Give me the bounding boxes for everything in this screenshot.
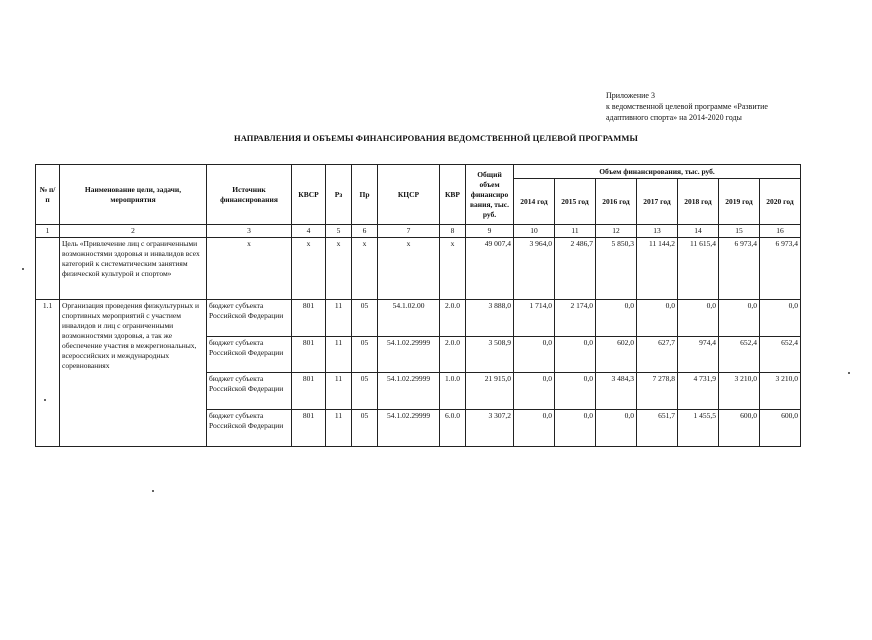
goal-row bbox=[36, 238, 801, 300]
goal-year-value: 11 144,2 bbox=[637, 238, 678, 300]
row-year-value: 0,0 bbox=[678, 300, 719, 337]
row-rz: 11 bbox=[326, 410, 352, 447]
goal-year-value: 6 973,4 bbox=[760, 238, 801, 300]
activity-name: Организация проведения физкультурных и спортивных мероприятий с участием инвалидов и лиц с ограниченными возможностями здоровья, а так же обеспечение участия в межрегиональных, всероссийских и международных соревнованиях bbox=[60, 300, 207, 447]
document-title: НАПРАВЛЕНИЯ И ОБЪЕМЫ ФИНАНСИРОВАНИЯ ВЕДОМСТВЕННОЙ ЦЕЛЕВОЙ ПРОГРАММЫ bbox=[234, 133, 638, 143]
header-pr: Пр bbox=[352, 165, 378, 225]
row-kcsr: 54.1.02.29999 bbox=[378, 337, 440, 373]
row-year-value: 651,7 bbox=[637, 410, 678, 447]
row-kvsr: 801 bbox=[292, 410, 326, 447]
row-year-value: 4 731,9 bbox=[678, 373, 719, 410]
row-pr: 05 bbox=[352, 300, 378, 337]
row-kcsr: 54.1.02.29999 bbox=[378, 410, 440, 447]
row-year-value: 3 210,0 bbox=[760, 373, 801, 410]
scan-speck bbox=[152, 490, 154, 492]
goal-year-value: 5 850,3 bbox=[596, 238, 637, 300]
row-source: бюджет субъекта Российской Федерации bbox=[207, 373, 292, 410]
column-number: 3 bbox=[207, 225, 292, 238]
row-kvsr: 801 bbox=[292, 300, 326, 337]
row-kvsr: 801 bbox=[292, 373, 326, 410]
row-kvr: 2.0.0 bbox=[440, 300, 466, 337]
goal-source: х bbox=[207, 238, 292, 300]
header-kvsr: КВСР bbox=[292, 165, 326, 225]
row-kvsr: 801 bbox=[292, 337, 326, 373]
goal-kvsr: х bbox=[292, 238, 326, 300]
header-year: 2018 год bbox=[678, 179, 719, 225]
header-year: 2015 год bbox=[555, 179, 596, 225]
financing-table bbox=[35, 164, 801, 447]
row-year-value: 652,4 bbox=[760, 337, 801, 373]
row-year-value: 1 455,5 bbox=[678, 410, 719, 447]
table-row bbox=[36, 300, 801, 337]
header-year: 2020 год bbox=[760, 179, 801, 225]
row-pr: 05 bbox=[352, 410, 378, 447]
column-number: 12 bbox=[596, 225, 637, 238]
header-year: 2019 год bbox=[719, 179, 760, 225]
header-year: 2017 год bbox=[637, 179, 678, 225]
column-number-row bbox=[36, 225, 801, 238]
row-pr: 05 bbox=[352, 337, 378, 373]
goal-rz: х bbox=[326, 238, 352, 300]
activity-num: 1.1 bbox=[36, 300, 60, 447]
row-source: бюджет субъекта Российской Федерации bbox=[207, 410, 292, 447]
scan-speck bbox=[44, 399, 46, 401]
row-kcsr: 54.1.02.00 bbox=[378, 300, 440, 337]
row-total: 3 888,0 bbox=[466, 300, 514, 337]
header-name: Наименование цели, задачи, мероприятия bbox=[60, 165, 207, 225]
header-rz: Рз bbox=[326, 165, 352, 225]
scan-speck bbox=[848, 372, 850, 374]
row-year-value: 0,0 bbox=[760, 300, 801, 337]
goal-year-value: 11 615,4 bbox=[678, 238, 719, 300]
annex-note bbox=[606, 90, 856, 123]
row-total: 3 508,9 bbox=[466, 337, 514, 373]
annex-line-3: адаптивного спорта» на 2014-2020 годы bbox=[606, 113, 742, 122]
row-total: 3 307,2 bbox=[466, 410, 514, 447]
row-year-value: 0,0 bbox=[514, 410, 555, 447]
row-year-value: 652,4 bbox=[719, 337, 760, 373]
annex-line-1: Приложение 3 bbox=[606, 91, 655, 100]
row-year-value: 0,0 bbox=[514, 373, 555, 410]
row-year-value: 1 714,0 bbox=[514, 300, 555, 337]
goal-name: Цель «Привлечение лиц с ограниченными возможностями здоровья и инвалидов всех категорий к систематическим занятиям физической культурой и спортом» bbox=[60, 238, 207, 300]
column-number: 8 bbox=[440, 225, 466, 238]
row-pr: 05 bbox=[352, 373, 378, 410]
scan-speck bbox=[22, 268, 24, 270]
header-num: № п/п bbox=[36, 165, 60, 225]
column-number: 14 bbox=[678, 225, 719, 238]
row-year-value: 3 210,0 bbox=[719, 373, 760, 410]
row-year-value: 602,0 bbox=[596, 337, 637, 373]
row-year-value: 600,0 bbox=[719, 410, 760, 447]
row-rz: 11 bbox=[326, 373, 352, 410]
header-financing-group: Объем финансирования, тыс. руб. bbox=[514, 165, 801, 179]
row-year-value: 3 484,3 bbox=[596, 373, 637, 410]
row-kvr: 6.0.0 bbox=[440, 410, 466, 447]
row-source: бюджет субъекта Российской Федерации bbox=[207, 300, 292, 337]
header-kcsr: КЦСР bbox=[378, 165, 440, 225]
row-year-value: 0,0 bbox=[596, 300, 637, 337]
goal-year-value: 6 973,4 bbox=[719, 238, 760, 300]
goal-year-value: 2 486,7 bbox=[555, 238, 596, 300]
column-number: 6 bbox=[352, 225, 378, 238]
row-year-value: 0,0 bbox=[596, 410, 637, 447]
column-number: 15 bbox=[719, 225, 760, 238]
row-year-value: 0,0 bbox=[514, 337, 555, 373]
row-year-value: 974,4 bbox=[678, 337, 719, 373]
row-kcsr: 54.1.02.29999 bbox=[378, 373, 440, 410]
row-rz: 11 bbox=[326, 337, 352, 373]
column-number: 9 bbox=[466, 225, 514, 238]
column-number: 13 bbox=[637, 225, 678, 238]
column-number: 4 bbox=[292, 225, 326, 238]
goal-total: 49 007,4 bbox=[466, 238, 514, 300]
goal-pr: х bbox=[352, 238, 378, 300]
column-number: 2 bbox=[60, 225, 207, 238]
header-year: 2016 год bbox=[596, 179, 637, 225]
row-year-value: 0,0 bbox=[555, 373, 596, 410]
row-year-value: 0,0 bbox=[555, 410, 596, 447]
column-number: 16 bbox=[760, 225, 801, 238]
column-number: 11 bbox=[555, 225, 596, 238]
row-year-value: 0,0 bbox=[555, 337, 596, 373]
goal-year-value: 3 964,0 bbox=[514, 238, 555, 300]
goal-kvr: х bbox=[440, 238, 466, 300]
goal-num bbox=[36, 238, 60, 300]
header-source: Источник финансирования bbox=[207, 165, 292, 225]
row-year-value: 0,0 bbox=[719, 300, 760, 337]
column-number: 5 bbox=[326, 225, 352, 238]
column-number: 10 bbox=[514, 225, 555, 238]
row-source: бюджет субъекта Российской Федерации bbox=[207, 337, 292, 373]
row-kvr: 2.0.0 bbox=[440, 337, 466, 373]
header-total: Общий объем финансиро вания, тыс. руб. bbox=[466, 165, 514, 225]
column-number: 1 bbox=[36, 225, 60, 238]
row-rz: 11 bbox=[326, 300, 352, 337]
row-year-value: 0,0 bbox=[637, 300, 678, 337]
row-total: 21 915,0 bbox=[466, 373, 514, 410]
header-kvr: КВР bbox=[440, 165, 466, 225]
annex-line-2: к ведомственной целевой программе «Развитие bbox=[606, 102, 768, 111]
row-kvr: 1.0.0 bbox=[440, 373, 466, 410]
row-year-value: 627,7 bbox=[637, 337, 678, 373]
row-year-value: 600,0 bbox=[760, 410, 801, 447]
row-year-value: 2 174,0 bbox=[555, 300, 596, 337]
row-year-value: 7 278,8 bbox=[637, 373, 678, 410]
header-year: 2014 год bbox=[514, 179, 555, 225]
column-number: 7 bbox=[378, 225, 440, 238]
goal-kcsr: х bbox=[378, 238, 440, 300]
